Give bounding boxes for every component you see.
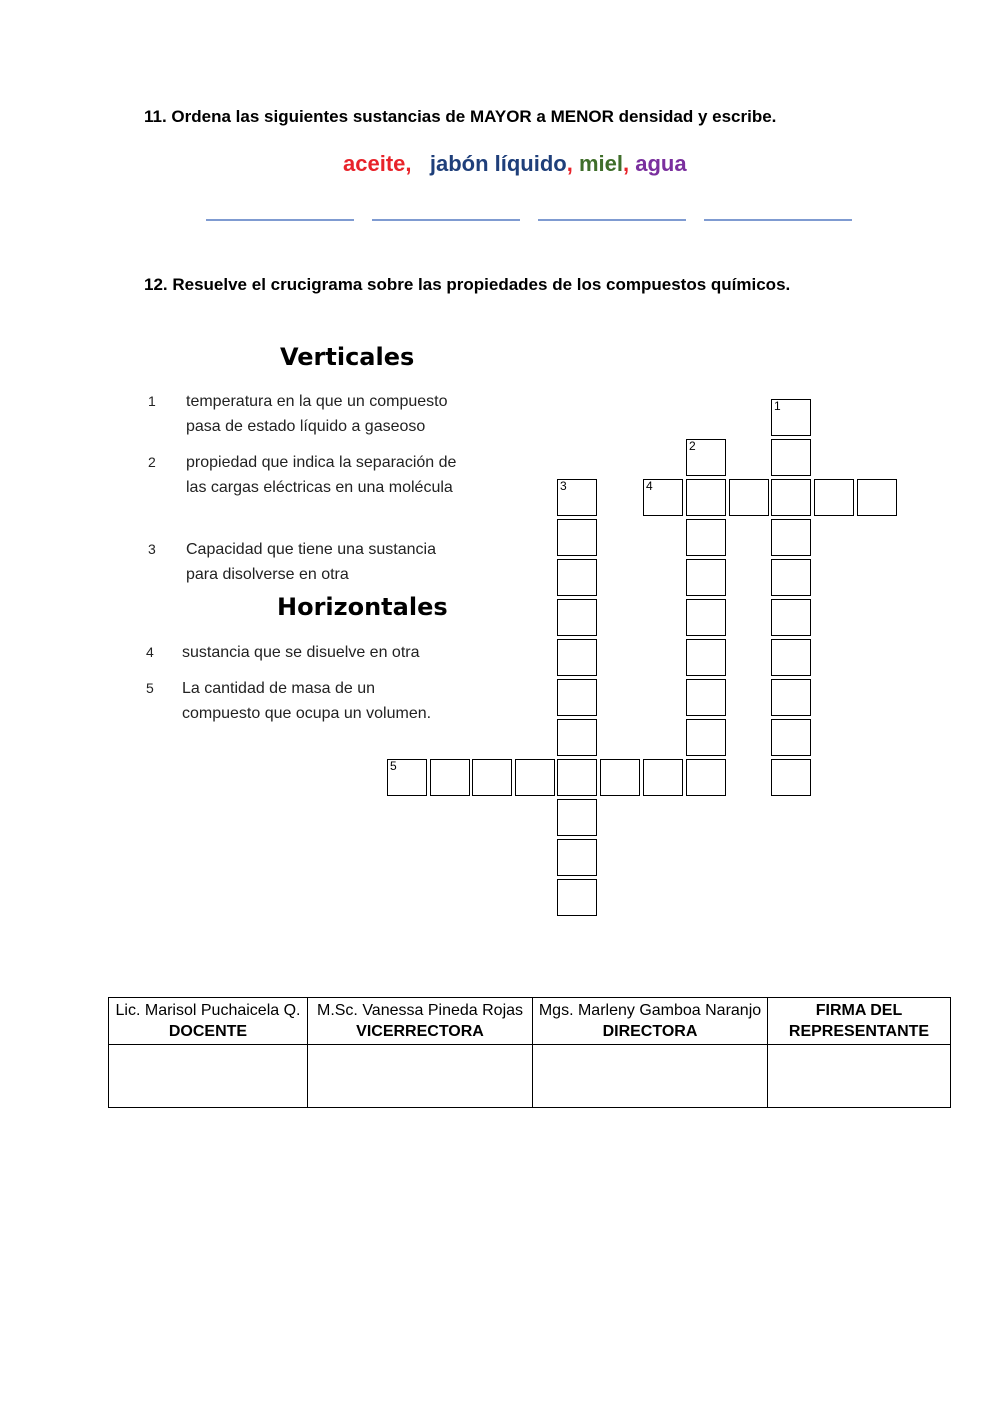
crossword-cell[interactable] xyxy=(643,759,683,796)
signer-name: FIRMA DEL xyxy=(815,1002,903,1019)
signer-name: Lic. Marisol Puchaicela Q. xyxy=(115,1002,301,1019)
substance-word xyxy=(412,151,430,176)
crossword-cell[interactable] xyxy=(557,719,597,756)
substances-list xyxy=(343,151,687,177)
crossword-cell[interactable] xyxy=(771,439,811,476)
crossword-cell[interactable] xyxy=(387,759,427,796)
signer-role: DOCENTE xyxy=(168,1023,248,1040)
signature-box-vicerrectora[interactable] xyxy=(308,1045,533,1108)
crossword-cell[interactable] xyxy=(686,519,726,556)
clue-text: sustancia que se disuelve en otra xyxy=(182,644,420,661)
crossword-cell[interactable] xyxy=(557,839,597,876)
crossword-cell[interactable] xyxy=(686,599,726,636)
crossword-cell[interactable] xyxy=(557,679,597,716)
substance-word: miel xyxy=(578,151,623,176)
crossword-cell[interactable] xyxy=(643,479,683,516)
crossword-cell[interactable] xyxy=(557,599,597,636)
signer-name: M.Sc. Vanessa Pineda Rojas xyxy=(316,1002,524,1019)
cell-number-label: 4 xyxy=(646,479,653,493)
clue-text: propiedad que indica la separación de las cargas eléctricas en una molécula xyxy=(186,454,457,496)
cell-number-label: 2 xyxy=(689,439,696,453)
crossword-cell[interactable] xyxy=(686,679,726,716)
crossword-cell[interactable] xyxy=(771,759,811,796)
signature-box-representante[interactable] xyxy=(768,1045,951,1108)
signer-role: DIRECTORA xyxy=(602,1023,698,1040)
answer-blank-4[interactable] xyxy=(704,219,852,221)
crossword-cell[interactable] xyxy=(515,759,555,796)
crossword-cell[interactable] xyxy=(472,759,512,796)
question-11-prompt: 11. Ordena las siguientes sustancias de MAYOR a MENOR densidad y escribe. xyxy=(144,107,777,126)
question-12-prompt: 12. Resuelve el crucigrama sobre las propiedades de los compuestos químicos. xyxy=(144,275,791,294)
clue-text: temperatura en la que un compuesto pasa de estado líquido a gaseoso xyxy=(186,393,448,435)
clue-number: 1 xyxy=(148,393,156,409)
crossword-cell[interactable] xyxy=(686,639,726,676)
clue-text: La cantidad de masa de un compuesto que ocupa un volumen. xyxy=(182,680,432,722)
crossword-cell[interactable] xyxy=(771,639,811,676)
crossword-cell[interactable] xyxy=(557,879,597,916)
clue-number: 2 xyxy=(148,454,156,470)
crossword-cell[interactable] xyxy=(814,479,854,516)
crossword-cell[interactable] xyxy=(771,479,811,516)
signature-directora xyxy=(533,998,768,1045)
crossword-cell[interactable] xyxy=(557,519,597,556)
crossword-cell[interactable] xyxy=(557,479,597,516)
crossword-cell[interactable] xyxy=(857,479,897,516)
crossword-cell[interactable] xyxy=(771,559,811,596)
crossword-cell[interactable] xyxy=(771,599,811,636)
substance-word: jabón líquido xyxy=(429,151,567,176)
signer-role: REPRESENTANTE xyxy=(788,1023,930,1040)
signature-representante xyxy=(768,998,951,1045)
substance-word: , xyxy=(566,151,579,176)
signature-docente xyxy=(109,998,308,1045)
crossword-cell[interactable] xyxy=(686,759,726,796)
answer-blank-3[interactable] xyxy=(538,219,686,221)
crossword-cell[interactable] xyxy=(771,719,811,756)
crossword-cell[interactable] xyxy=(557,639,597,676)
substance-word: aceite, xyxy=(343,151,412,176)
clue-text: Capacidad que tiene una sustancia para disolverse en otra xyxy=(186,541,436,583)
signer-name: Mgs. Marleny Gamboa Naranjo xyxy=(538,1002,762,1019)
crossword-cell[interactable] xyxy=(729,479,769,516)
cell-number-label: 5 xyxy=(390,759,397,773)
crossword-cell[interactable] xyxy=(557,559,597,596)
signature-vicerrectora xyxy=(308,998,533,1045)
crossword-cell[interactable] xyxy=(771,519,811,556)
crossword-cell[interactable] xyxy=(771,679,811,716)
crossword-cell[interactable] xyxy=(600,759,640,796)
answer-blank-1[interactable] xyxy=(206,219,354,221)
crossword-cell[interactable] xyxy=(686,719,726,756)
cell-number-label: 3 xyxy=(560,479,567,493)
signature-box-directora[interactable] xyxy=(533,1045,768,1108)
crossword-cell[interactable] xyxy=(686,439,726,476)
clue-number: 3 xyxy=(148,541,156,557)
signature-table xyxy=(108,997,951,1108)
crossword-cell[interactable] xyxy=(686,559,726,596)
clue-number: 4 xyxy=(146,644,154,660)
crossword-cell[interactable] xyxy=(686,479,726,516)
signature-box-docente[interactable] xyxy=(109,1045,308,1108)
verticales-heading: Verticales xyxy=(280,343,415,371)
horizontales-heading: Horizontales xyxy=(277,593,448,621)
crossword-cell[interactable] xyxy=(430,759,470,796)
crossword-cell[interactable] xyxy=(557,799,597,836)
clue-number: 5 xyxy=(146,680,154,696)
cell-number-label: 1 xyxy=(774,399,781,413)
crossword-cell[interactable] xyxy=(771,399,811,436)
answer-blank-2[interactable] xyxy=(372,219,520,221)
crossword-cell[interactable] xyxy=(557,759,597,796)
substance-word: agua xyxy=(635,151,687,176)
signer-role: VICERRECTORA xyxy=(356,1023,484,1040)
substance-word: , xyxy=(622,151,636,176)
